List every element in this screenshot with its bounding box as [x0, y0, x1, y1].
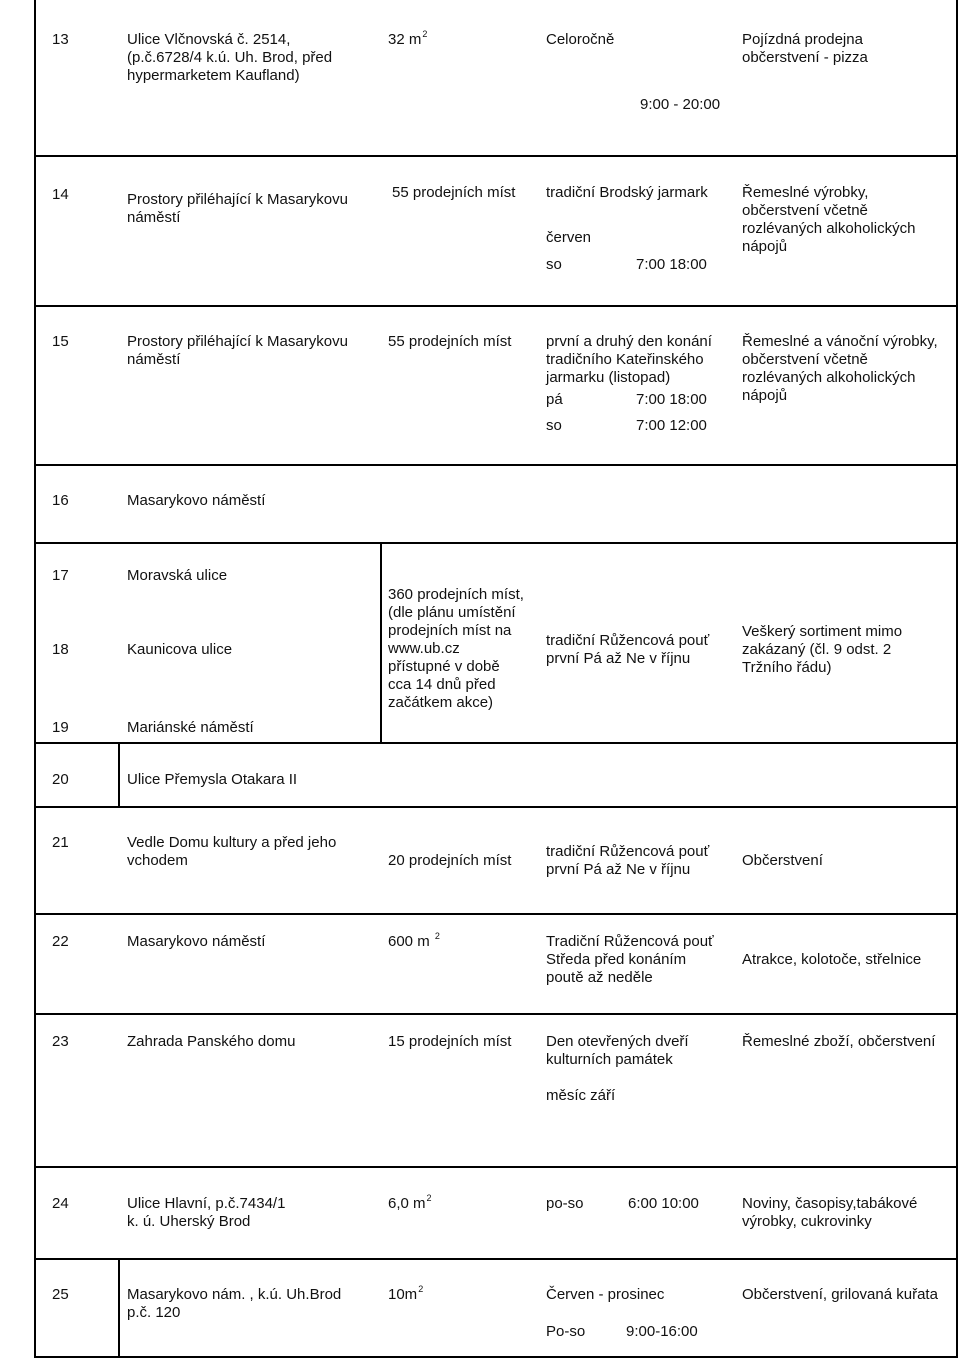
goods-line: Atrakce, kolotoče, střelnice — [742, 951, 922, 968]
place-line: Ulice Vlčnovská č. 2514, — [127, 31, 291, 48]
area-superscript: 2 — [434, 931, 440, 941]
row-number: 25 — [52, 1286, 69, 1303]
day-time: 7:00 18:00 — [636, 256, 707, 273]
place-line: Zahrada Panského domu — [127, 1033, 296, 1050]
period-line: první Pá až Ne v říjnu — [546, 861, 691, 878]
period-line: první a druhý den konání — [546, 333, 712, 350]
row-divider — [34, 1166, 958, 1168]
merged-goods-line: zakázaný (čl. 9 odst. 2 — [742, 641, 892, 658]
goods-line: Noviny, časopisy,tabákové — [742, 1195, 918, 1212]
area-value: 15 prodejních míst — [388, 1033, 512, 1050]
area-value: 32 m — [388, 31, 422, 48]
goods-line: rozlévaných alkoholických — [742, 369, 916, 386]
row-divider — [34, 806, 958, 808]
row-number: 22 — [52, 933, 69, 950]
goods-line: rozlévaných alkoholických — [742, 220, 916, 237]
row-number: 23 — [52, 1033, 69, 1050]
goods-line: občerstvení včetně — [742, 351, 868, 368]
period-line: jarmarku (listopad) — [546, 369, 671, 386]
day-label: pá — [546, 391, 563, 408]
row-number: 14 — [52, 186, 69, 203]
place-line: náměstí — [127, 351, 181, 368]
place-line: vchodem — [127, 852, 188, 869]
period-line: Tradiční Růžencová pouť — [546, 933, 714, 950]
area-value: 10m — [388, 1286, 418, 1303]
goods-line: Řemeslné výrobky, — [742, 184, 869, 201]
merged-area-line: 360 prodejních míst, — [388, 586, 524, 603]
row-divider — [34, 542, 380, 544]
area-cell — [388, 933, 440, 952]
place-line: hypermarketem Kaufland) — [127, 67, 300, 84]
row-divider — [34, 305, 958, 307]
period-line: poutě až neděle — [546, 969, 653, 986]
merged-area-line: přístupné v době — [388, 658, 500, 675]
place-line: Prostory přiléhající k Masarykovu — [127, 191, 348, 208]
area-value: 55 prodejních míst — [388, 333, 512, 350]
row-divider — [34, 742, 958, 744]
area-superscript: 2 — [418, 1284, 424, 1294]
period-line: tradiční Brodský jarmark — [546, 184, 708, 201]
merged-area-line: prodejních míst na — [388, 622, 512, 639]
row-number: 21 — [52, 834, 69, 851]
place-line: Masarykovo nám. , k.ú. Uh.Brod — [127, 1286, 342, 1303]
place-line: Masarykovo náměstí — [127, 492, 266, 509]
place-line: p.č. 120 — [127, 1304, 181, 1321]
table-border-right — [956, 0, 958, 1358]
period-line: Den otevřených dveří — [546, 1033, 689, 1050]
merged-area-line: www.ub.cz — [388, 640, 460, 657]
day-label: Po-so — [546, 1323, 586, 1340]
goods-line: nápojů — [742, 387, 788, 404]
place-line: Vedle Domu kultury a před jeho — [127, 834, 337, 851]
row-divider — [34, 1013, 958, 1015]
period-line: tradiční Růžencová pouť — [546, 843, 710, 860]
place-line: Mariánské náměstí — [127, 719, 254, 736]
area-superscript: 2 — [426, 1193, 432, 1203]
area-cell — [388, 1286, 423, 1305]
area-cell — [388, 31, 427, 50]
row-number: 17 — [52, 567, 69, 584]
area-value: 20 prodejních míst — [388, 852, 512, 869]
row-number: 24 — [52, 1195, 69, 1212]
area-value: 6,0 m — [388, 1195, 426, 1212]
place-line: Prostory přiléhající k Masarykovu — [127, 333, 348, 350]
row-number: 19 — [52, 719, 69, 736]
goods-line: Občerstvení — [742, 852, 823, 869]
area-value: 55 prodejních míst — [392, 184, 516, 201]
period-line: měsíc září — [546, 1087, 616, 1104]
place-line: Ulice Přemysla Otakara II — [127, 771, 298, 788]
merged-goods-line: Veškerý sortiment mimo — [742, 623, 903, 640]
place-line: Kaunicova ulice — [127, 641, 233, 658]
place-line: (p.č.6728/4 k.ú. Uh. Brod, před — [127, 49, 333, 66]
day-time: 6:00 10:00 — [628, 1195, 699, 1212]
period-line: Středa před konáním — [546, 951, 687, 968]
row-number: 16 — [52, 492, 69, 509]
merged-period-line: tradiční Růžencová pouť — [546, 632, 710, 649]
goods-line: Řemeslné a vánoční výrobky, — [742, 333, 938, 350]
merged-area-line: začátkem akce) — [388, 694, 494, 711]
row-divider — [34, 155, 958, 157]
day-time: 7:00 12:00 — [636, 417, 707, 434]
period-line: Celoročně — [546, 31, 615, 48]
period-line: červen — [546, 229, 592, 246]
column-divider — [118, 1258, 120, 1356]
goods-line: Pojízdná prodejna — [742, 31, 863, 48]
column-divider — [118, 744, 120, 806]
goods-line: výrobky, cukrovinky — [742, 1213, 872, 1230]
day-label: po-so — [546, 1195, 584, 1212]
goods-line: nápojů — [742, 238, 788, 255]
row-number: 18 — [52, 641, 69, 658]
column-divider — [380, 542, 382, 742]
day-label: so — [546, 417, 562, 434]
period-line: tradičního Kateřinského — [546, 351, 704, 368]
area-superscript: 2 — [422, 29, 428, 39]
area-cell — [388, 1195, 432, 1214]
merged-area-line: cca 14 dnů před — [388, 676, 496, 693]
row-number: 15 — [52, 333, 69, 350]
row-divider — [34, 464, 958, 466]
merged-area-line: (dle plánu umístění — [388, 604, 516, 621]
period-line: Červen - prosinec — [546, 1286, 665, 1303]
area-value: 600 m — [388, 933, 434, 950]
goods-line: občerstvení včetně — [742, 202, 868, 219]
merged-goods-line: Tržního řádu) — [742, 659, 832, 676]
row-number: 20 — [52, 771, 69, 788]
time-range: 9:00 - 20:00 — [640, 96, 721, 113]
day-label: so — [546, 256, 562, 273]
place-line: Moravská ulice — [127, 567, 228, 584]
row-divider — [34, 1258, 958, 1260]
place-line: Ulice Hlavní, p.č.7434/1 — [127, 1195, 286, 1212]
goods-line: Občerstvení, grilovaná kuřata — [742, 1286, 938, 1303]
row-number: 13 — [52, 31, 69, 48]
period-line: kulturních památek — [546, 1051, 673, 1068]
table-border-left — [34, 0, 36, 1358]
merged-period-line: první Pá až Ne v říjnu — [546, 650, 691, 667]
day-time: 7:00 18:00 — [636, 391, 707, 408]
row-divider — [34, 913, 958, 915]
place-line: k. ú. Uherský Brod — [127, 1213, 251, 1230]
place-line: Masarykovo náměstí — [127, 933, 266, 950]
row-divider — [34, 1356, 958, 1358]
goods-line: občerstvení - pizza — [742, 49, 868, 66]
goods-line: Řemeslné zboží, občerstvení — [742, 1033, 936, 1050]
day-time: 9:00-16:00 — [626, 1323, 698, 1340]
place-line: náměstí — [127, 209, 181, 226]
